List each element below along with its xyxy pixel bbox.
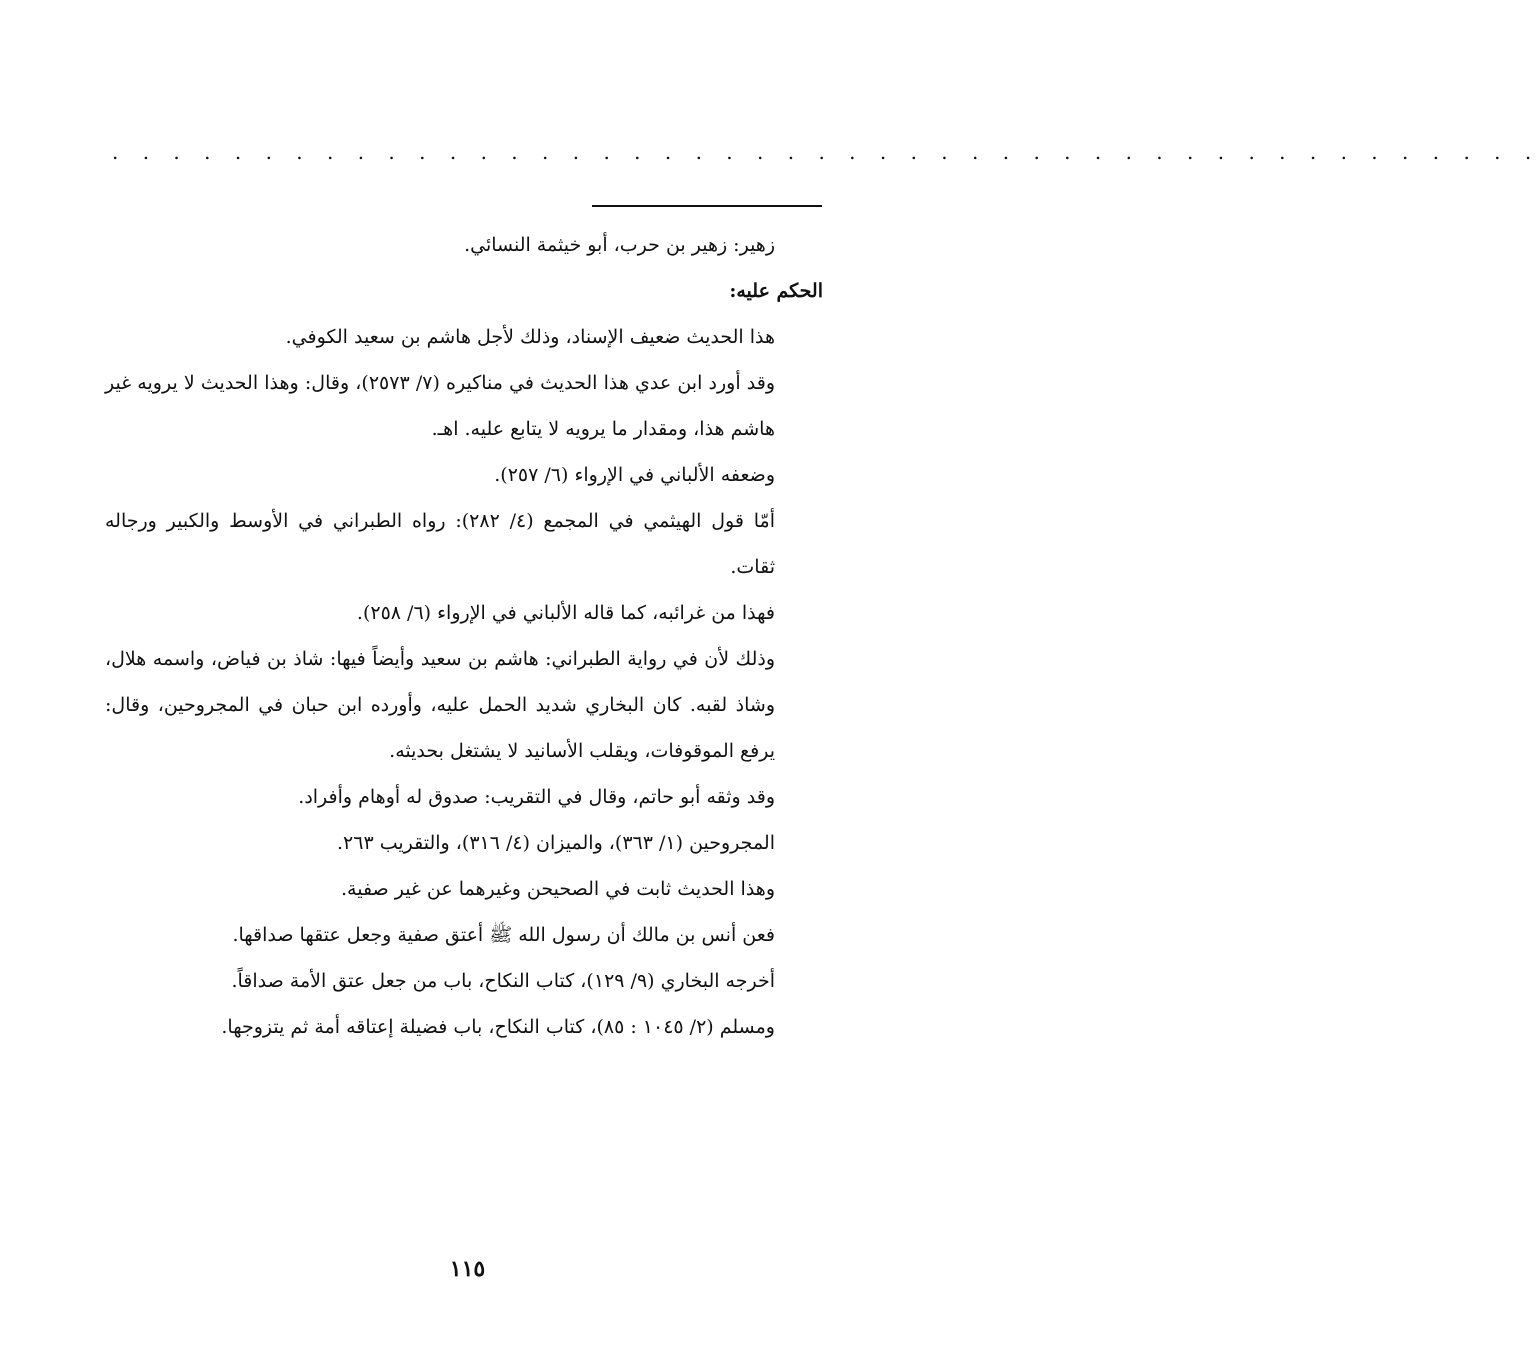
paragraph-albani-weak: وضعفه الألباني في الإرواء (٦/ ٢٥٧). xyxy=(494,464,775,486)
separator-dots: . . . . . . . . . . . . . . . . . . . . . . . . . . . . . . . . . . . . . . . . . . . . . . . xyxy=(112,140,1540,164)
paragraph-sahihayn: وهذا الحديث ثابت في الصحيحن وغيرهما عن غير صفية. xyxy=(340,878,775,900)
paragraph-anas-hadith: فعن أنس بن مالك أن رسول الله ﷺ أعتق صفية وجعل عتقها صداقها. xyxy=(232,924,775,946)
section-heading-ruling: الحكم عليه: xyxy=(729,280,823,302)
paragraph-weak-chain: هذا الحديث ضعيف الإسناد، وذلك لأجل هاشم بن سعيد الكوفي. xyxy=(285,326,775,348)
paragraph-ibn-adi: وقد أورد ابن عدي هذا الحديث في مناكيره (٧/ ٢٥٧٣)، وقال: وهذا الحديث لا يرويه غير هاشم هذا، ومقدار ما يرويه لا يتابع عليه. اهـ. xyxy=(105,372,775,440)
paragraph-zuhair: زهير: زهير بن حرب، أبو خيثمة النسائي. xyxy=(464,234,775,256)
paragraph-muslim-ref: ومسلم (٢/ ١٠٤٥ : ٨٥)، كتاب النكاح، باب فضيلة إعتاقه أمة ثم يتزوجها. xyxy=(221,1016,775,1038)
paragraph-gharaib: فهذا من غرائبه، كما قاله الألباني في الإرواء (٦/ ٢٥٨). xyxy=(356,602,775,624)
paragraph-bukhari-ref: أخرجه البخاري (٩/ ١٢٩)، كتاب النكاح، باب من جعل عتق الأمة صداقاً. xyxy=(231,970,775,992)
page-number: ١١٥ xyxy=(449,1256,486,1282)
footnote-rule xyxy=(592,205,822,207)
paragraph-abu-hatim: وقد وثقه أبو حاتم، وقال في التقريب: صدوق له أوهام وأفراد. xyxy=(298,786,775,808)
paragraph-tabarani-narration: وذلك لأن في رواية الطبراني: هاشم بن سعيد وأيضاً فيها: شاذ بن فياض، واسمه هلال، وشاذ لقبه. كان البخاري شديد الحمل عليه، وأورده ابن حبان في المجروحين، وقال: يرفع الموقوفات، ويقلب الأسانيد لا يشتغل بحديثه. xyxy=(105,648,775,762)
page-body xyxy=(105,222,823,1050)
paragraph-haythami: أمّا قول الهيثمي في المجمع (٤/ ٢٨٢): رواه الطبراني في الأوسط والكبير ورجاله ثقات. xyxy=(105,510,775,578)
paragraph-references: المجروحين (١/ ٣٦٣)، والميزان (٤/ ٣١٦)، والتقريب ٢٦٣. xyxy=(337,832,775,854)
